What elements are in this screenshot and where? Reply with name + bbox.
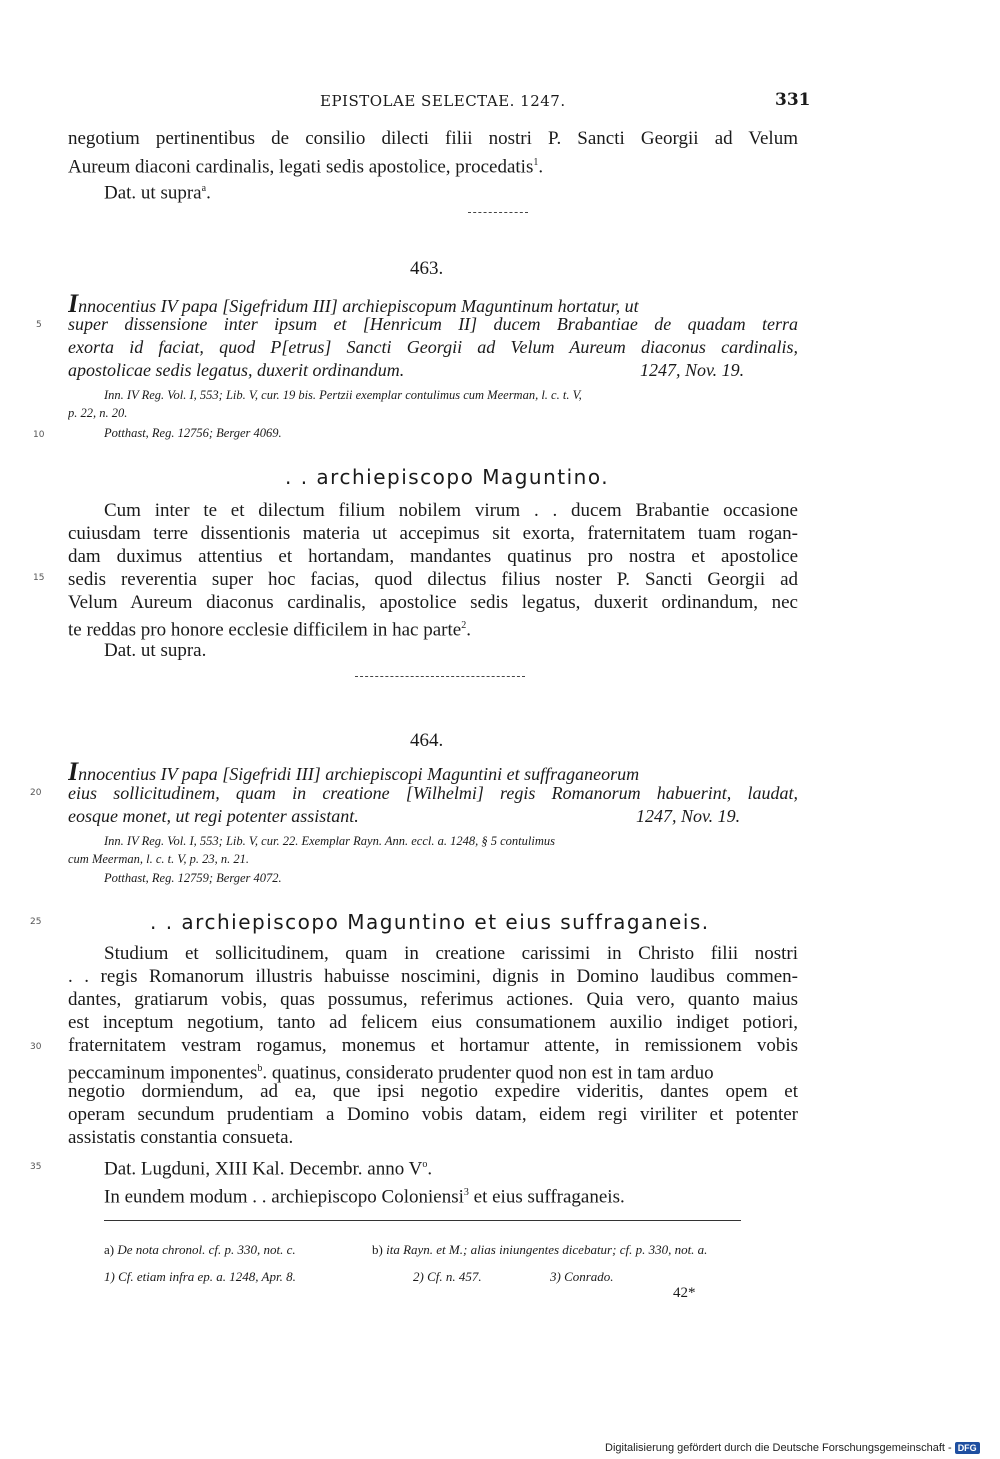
doc-463-text-6-end: .: [466, 619, 471, 641]
footnote-ref-a: a: [201, 183, 207, 194]
intro-dat-text: Dat. ut supra: [104, 182, 202, 204]
doc-463-regest-line-2: super dissensione inter ipsum et [Henricum II] ducem Brabantiae de quadam terra: [68, 314, 798, 334]
doc-463-number: 463.: [410, 258, 444, 279]
footnote-b: [372, 1242, 707, 1258]
doc-464-source-3: Potthast, Reg. 12759; Berger 4072.: [104, 871, 282, 885]
doc-464-eundem-end: et eius suffraganeis.: [468, 1186, 625, 1208]
footnote-a: [104, 1242, 296, 1258]
page-number: 331: [775, 90, 811, 110]
doc-463-text-1: Cum inter te et dilectum filium nobilem virum . . ducem Brabantie occasione: [104, 500, 798, 521]
doc-464-dat-end: .: [427, 1158, 433, 1180]
doc-463-text-6-text: te reddas pro honore ecclesie difficilem in hac parte: [68, 619, 462, 641]
footnote-b-mark: b): [372, 1242, 383, 1257]
doc-463-source-3: Potthast, Reg. 12756; Berger 4069.: [104, 426, 282, 440]
doc-463-source-2: p. 22, n. 20.: [68, 406, 128, 420]
line-number: 15: [33, 573, 45, 583]
comma: .: [262, 1062, 272, 1084]
doc-464-text-5: fraternitatem vestram rogamus, monemus et hortamur attente, in remissionem vobis: [68, 1035, 798, 1056]
doc-464-date: 1247, Nov. 19.: [636, 806, 741, 826]
intro-line-1: negotium pertinentibus de consilio dilecti filii nostri P. Sancti Georgii ad Velum: [68, 128, 798, 149]
line-number: 5: [36, 320, 42, 330]
doc-464-text-3: dantes, gratiarum vobis, quas possumus, referimus actiones. Quia vero, quanto maius: [68, 989, 798, 1010]
doc-464-text-4: est inceptum negotium, tanto ad felicem eius consumationem auxilio indiget potiori,: [68, 1012, 798, 1033]
doc-464-regest-text-1: nnocentius IV papa [Sigefridi III] archiepiscopi Maguntini et suffraganeorum: [78, 764, 640, 784]
doc-464-eundem-text: In eundem modum . . archiepiscopo Coloniensi: [104, 1186, 464, 1208]
intro-line-2-text: Aureum diaconi cardinalis, legati sedis apostolice, procedatis: [68, 156, 534, 178]
intro-line-2-end: .: [538, 156, 544, 178]
intro-dat-end: .: [206, 182, 211, 204]
doc-464-dat: [104, 1154, 798, 1181]
doc-464-initial: I: [68, 757, 79, 786]
doc-464-text-7: negotio dormiendum, ad ea, que ipsi negotio expedire videritis, dantes opem et: [68, 1081, 798, 1102]
doc-463-text-5: Velum Aureum diaconus cardinalis, apostolice sedis legatus, duxerit ordinandum, nec: [68, 592, 798, 613]
doc-464-text-1: Studium et sollicitudinem, quam in creatione carissimi in Christo filii nostri: [104, 943, 798, 964]
footnote-a-text: De nota chronol. cf. p. 330, not. c.: [117, 1242, 296, 1257]
footnote-3: 3) Conrado.: [550, 1269, 614, 1284]
doc-464-address: . . archiepiscopo Maguntino et eius suffraganeis.: [150, 910, 710, 934]
dfg-logo: DFG: [955, 1442, 980, 1454]
digitization-footer: [605, 1442, 980, 1454]
footnote-rule: [104, 1220, 741, 1221]
doc-464-source-2: cum Meerman, l. c. t. V, p. 23, n. 21.: [68, 852, 249, 866]
doc-463-initial: I: [68, 289, 79, 318]
doc-464-text-2: . . regis Romanorum illustris habuisse noscimini, dignis in Domino laudibus commen-: [68, 966, 798, 987]
line-number: 10: [33, 430, 45, 440]
doc-463-text-2: cuiusdam terre dissentionis materia ut accepimus sit exorta, fraternitatem tuam rogan-: [68, 523, 798, 544]
intro-dat: [104, 178, 798, 205]
doc-464-text-9: assistatis constantia consueta.: [68, 1127, 294, 1148]
footnote-ref-b: b: [257, 1063, 263, 1074]
footnote-2: 2) Cf. n. 457.: [413, 1269, 482, 1284]
footnote-a-mark: a): [104, 1242, 115, 1257]
doc-463-text-3: dam duximus attentius et hortandam, mandantes quatinus pro nostra et apostolice: [68, 546, 798, 567]
doc-464-source-1: Inn. IV Reg. Vol. I, 553; Lib. V, cur. 22. Exemplar Rayn. Ann. eccl. a. 1248, § 5 contulimus: [104, 834, 555, 848]
doc-464-number: 464.: [410, 730, 444, 751]
separator: [468, 212, 528, 213]
doc-464-text-6a: peccaminum imponentes: [68, 1062, 258, 1084]
intro-line-2: [68, 152, 798, 179]
line-number: 35: [30, 1162, 42, 1172]
line-number: 25: [30, 917, 42, 927]
doc-464-text-8: operam secundum prudentiam a Domino vobis datam, eidem regi viriliter et potenter: [68, 1104, 798, 1125]
footnote-ref-1: 1: [533, 157, 539, 168]
doc-463-date: 1247, Nov. 19.: [640, 360, 745, 380]
doc-463-address: . . archiepiscopo Maguntino.: [285, 465, 610, 489]
doc-464-eundem: [104, 1182, 798, 1209]
doc-464-dat-text: Dat. Lugduni, XIII Kal. Decembr. anno V: [104, 1158, 423, 1180]
footnote-b-text: ita Rayn. et M.; alias iniungentes dicebatur; cf. p. 330, not. a.: [386, 1242, 708, 1257]
footnote-ref-3: 3: [463, 1187, 469, 1198]
doc-463-text-6: [68, 615, 798, 642]
doc-463-regest-text-1: nnocentius IV papa [Sigefridum III] archiepiscopum Maguntinum hortatur, ut: [78, 296, 639, 316]
line-number: 30: [30, 1042, 42, 1052]
signature-mark: 42*: [673, 1285, 696, 1301]
doc-463-regest-line-3: exorta id faciat, quod P[etrus] Sancti Georgii ad Velum Aureum diaconus cardinalis,: [68, 337, 798, 357]
line-number: 20: [30, 788, 42, 798]
running-header: EPISTOLAE SELECTAE. 1247.: [320, 92, 566, 110]
dat-sup: o: [422, 1159, 428, 1170]
footer-text: Digitalisierung gefördert durch die Deutsche Forschungsgemeinschaft -: [605, 1442, 952, 1454]
doc-464-regest-line-2: eius sollicitudinem, quam in creatione [Wilhelmi] regis Romanorum habuerint, laudat,: [68, 783, 798, 803]
doc-463-regest-line-4: apostolicae sedis legatus, duxerit ordinandum.: [68, 360, 405, 380]
doc-464-text-6b: quatinus, considerato prudenter quod non est in tam arduo: [271, 1062, 714, 1084]
doc-463-text-4: sedis reverentia super hoc facias, quod dilectus filius noster P. Sancti Georgii ad: [68, 569, 798, 590]
doc-463-source-1: Inn. IV Reg. Vol. I, 553; Lib. V, cur. 19 bis. Pertzii exemplar contulimus cum Meerman, l. c. t. V,: [104, 388, 582, 402]
footnote-ref-2: 2: [461, 620, 467, 631]
doc-464-regest-line-3: eosque monet, ut regi potenter assistant.: [68, 806, 359, 826]
doc-463-dat: Dat. ut supra.: [104, 640, 207, 661]
footnote-1: 1) Cf. etiam infra ep. a. 1248, Apr. 8.: [104, 1269, 296, 1284]
separator: [355, 676, 525, 677]
